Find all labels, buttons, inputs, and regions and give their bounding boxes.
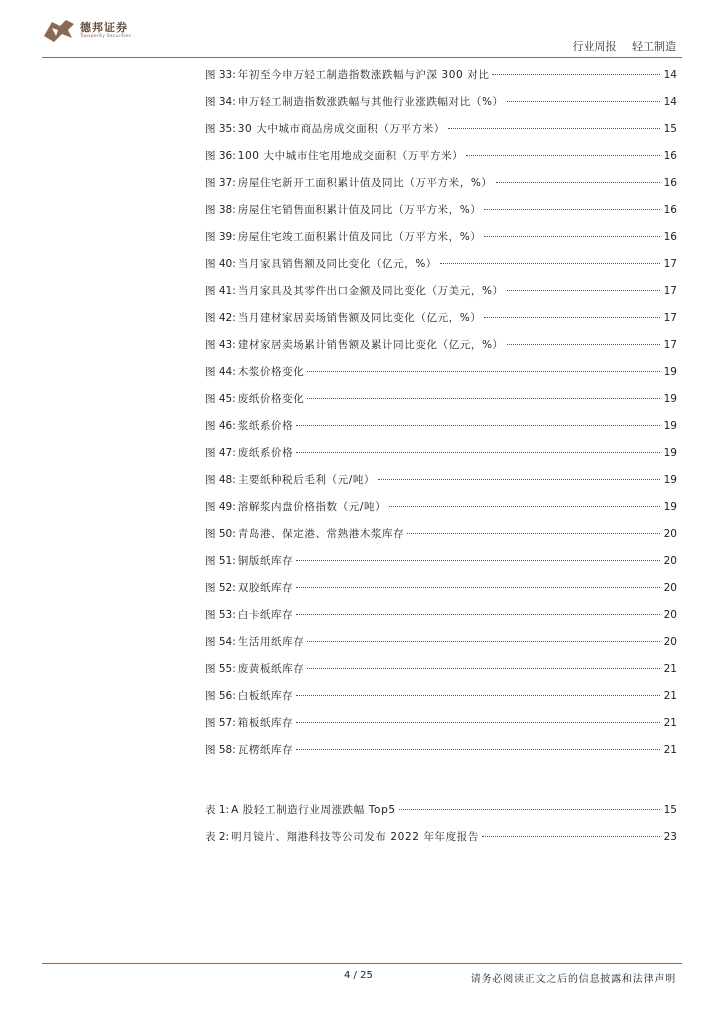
- disclaimer-note: 请务必阅读正文之后的信息披露和法律声明: [470, 974, 676, 985]
- toc-entry-page: 21: [663, 690, 677, 702]
- industry-name: 轻工制造: [632, 40, 676, 53]
- toc-leader-dots: [307, 641, 660, 642]
- toc-entry-label: [205, 500, 386, 514]
- toc-leader-dots: [466, 155, 660, 156]
- toc-entry-number: 图 46:: [205, 420, 236, 432]
- toc-entry-number: 图 57:: [205, 717, 236, 729]
- toc-entry-label: [205, 68, 489, 82]
- figure-toc-row[interactable]: [205, 446, 677, 473]
- toc-entry-number: 图 52:: [205, 582, 236, 594]
- toc-entry-label: [205, 473, 375, 487]
- toc-entry-label: [205, 311, 481, 325]
- toc-entry-page: 19: [663, 420, 677, 432]
- toc-entry-title: 浆纸系价格: [237, 420, 294, 432]
- toc-entry-title: 生活用纸库存: [237, 636, 305, 648]
- toc-leader-dots: [296, 452, 660, 453]
- toc-entry-number: 图 34:: [205, 96, 236, 108]
- toc-leader-dots: [296, 722, 660, 723]
- toc-entry-page: 19: [663, 474, 677, 486]
- toc-entry-page: 16: [663, 204, 677, 216]
- report-type: 行业周报: [572, 40, 617, 53]
- toc-entry-page: 19: [663, 447, 677, 459]
- toc-leader-dots: [507, 344, 660, 345]
- toc-leader-dots: [407, 533, 660, 534]
- toc-entry-number: 图 49:: [205, 501, 236, 513]
- toc-entry-title: 废纸价格变化: [237, 393, 305, 405]
- figure-toc-row[interactable]: [205, 392, 677, 419]
- toc-leader-dots: [484, 209, 660, 210]
- toc-entry-number: 图 35:: [205, 123, 236, 135]
- toc-entry-title: 房屋住宅销售面积累计值及同比（万平方米，%）: [237, 204, 482, 216]
- toc-entry-page: 20: [663, 582, 677, 594]
- toc-entry-number: 图 40:: [205, 258, 236, 270]
- toc-entry-number: 图 55:: [205, 663, 236, 675]
- toc-leader-dots: [507, 290, 660, 291]
- toc-entry-number: 图 36:: [205, 150, 236, 162]
- toc-entry-title: 白卡纸库存: [237, 609, 294, 621]
- toc-entry-page: 20: [663, 609, 677, 621]
- table-toc-row[interactable]: [205, 830, 677, 857]
- toc-entry-number: 图 54:: [205, 636, 236, 648]
- toc-entry-page: 17: [663, 285, 677, 297]
- toc-entry-number: 表 2:: [205, 831, 230, 843]
- figure-toc-row[interactable]: [205, 338, 677, 365]
- figure-toc-row[interactable]: [205, 176, 677, 203]
- toc-entry-number: 图 33:: [205, 69, 236, 81]
- brand-emblem-icon: [42, 16, 76, 44]
- toc-entry-number: 图 53:: [205, 609, 236, 621]
- toc-leader-dots: [296, 560, 660, 561]
- toc-entry-number: 图 51:: [205, 555, 236, 567]
- toc-entry-title: 木浆价格变化: [237, 366, 305, 378]
- toc-leader-dots: [389, 506, 660, 507]
- toc-entry-page: 15: [663, 804, 677, 816]
- page-header: [0, 0, 724, 62]
- toc-entry-page: 19: [663, 393, 677, 405]
- figure-toc-row[interactable]: [205, 365, 677, 392]
- toc-leader-dots: [492, 74, 660, 75]
- toc-leader-dots: [307, 371, 660, 372]
- toc-entry-label: [205, 635, 304, 649]
- toc-leader-dots: [307, 668, 660, 669]
- figure-toc-row[interactable]: [205, 122, 677, 149]
- toc-entry-label: [205, 230, 481, 244]
- toc-leader-dots: [399, 809, 660, 810]
- brand-name-en: Topsperity Securities: [80, 33, 131, 39]
- toc-entry-page: 17: [663, 339, 677, 351]
- figure-toc-row[interactable]: [205, 419, 677, 446]
- toc-entry-label: [205, 392, 304, 406]
- toc-entry-title: 双胶纸库存: [237, 582, 294, 594]
- toc-entry-label: [205, 203, 481, 217]
- toc-entry-page: 14: [663, 69, 677, 81]
- toc-entry-label: [205, 581, 293, 595]
- toc-entry-page: 16: [663, 177, 677, 189]
- figure-toc-row[interactable]: [205, 473, 677, 500]
- toc-entry-title: 年初至今申万轻工制造指数涨跌幅与沪深 300 对比: [237, 69, 490, 81]
- toc-entry-label: [205, 176, 493, 190]
- toc-entry-number: 图 38:: [205, 204, 236, 216]
- toc-entry-title: 当月家具及其零件出口金额及同比变化（万美元，%）: [237, 285, 504, 297]
- header-divider: [42, 57, 682, 58]
- toc-leader-dots: [296, 749, 660, 750]
- toc-entry-label: [205, 284, 504, 298]
- toc-leader-dots: [307, 398, 660, 399]
- toc-leader-dots: [448, 128, 660, 129]
- toc-entry-label: [205, 554, 293, 568]
- toc-entry-label: [205, 689, 293, 703]
- toc-entry-title: 箱板纸库存: [237, 717, 294, 729]
- toc-entry-title: 瓦楞纸库存: [237, 744, 294, 756]
- toc-entry-page: 20: [663, 555, 677, 567]
- toc-entry-number: 图 42:: [205, 312, 236, 324]
- table-list: [205, 803, 677, 857]
- footer-divider: [42, 963, 682, 964]
- figure-list: [205, 68, 677, 770]
- toc-entry-title: 当月家具销售额及同比变化（亿元，%）: [237, 258, 438, 270]
- toc-entry-title: A 股轻工制造行业周涨跌幅 Top5: [231, 804, 396, 816]
- toc-entry-label: [205, 338, 504, 352]
- figure-toc-row[interactable]: [205, 635, 677, 662]
- toc-entry-label: [205, 122, 445, 136]
- figure-toc-row[interactable]: [205, 68, 677, 95]
- toc-entry-number: 图 41:: [205, 285, 236, 297]
- toc-entry-title: 100 大中城市住宅用地成交面积（万平方米）: [237, 150, 464, 162]
- brand-name-cn: 德邦证券: [80, 20, 128, 34]
- toc-entry-title: 明月镜片、翔港科技等公司发布 2022 年年度报告: [231, 831, 479, 843]
- toc-leader-dots: [482, 836, 660, 837]
- toc-entry-label: [205, 662, 304, 676]
- toc-entry-title: 铜版纸库存: [237, 555, 294, 567]
- toc-entry-number: 表 1:: [205, 804, 230, 816]
- toc-entry-page: 21: [663, 717, 677, 729]
- toc-entry-label: [205, 716, 293, 730]
- figure-toc-row[interactable]: [205, 716, 677, 743]
- toc-entry-number: 图 45:: [205, 393, 236, 405]
- toc-leader-dots: [296, 695, 660, 696]
- brand-logo: [42, 16, 131, 44]
- toc-entry-label: [205, 149, 463, 163]
- toc-entry-title: 青岛港、保定港、常熟港木浆库存: [237, 528, 405, 540]
- toc-entry-page: 19: [663, 366, 677, 378]
- toc-entry-page: 21: [663, 744, 677, 756]
- figure-toc-row[interactable]: [205, 662, 677, 689]
- figure-toc-row[interactable]: [205, 527, 677, 554]
- toc-entry-number: 图 37:: [205, 177, 236, 189]
- toc-leader-dots: [440, 263, 660, 264]
- toc-entry-label: [205, 608, 293, 622]
- toc-leader-dots: [496, 182, 660, 183]
- figure-toc-row[interactable]: [205, 257, 677, 284]
- figure-toc-row[interactable]: [205, 500, 677, 527]
- toc-entry-page: 23: [663, 831, 677, 843]
- toc-entry-page: 16: [663, 231, 677, 243]
- toc-entry-title: 申万轻工制造指数涨跌幅与其他行业涨跌幅对比（%）: [237, 96, 504, 108]
- toc-entry-label: [205, 95, 504, 109]
- toc-leader-dots: [378, 479, 660, 480]
- page-indicator: 4 / 25: [344, 970, 373, 981]
- figure-toc-row[interactable]: [205, 284, 677, 311]
- toc-entry-label: [205, 743, 293, 757]
- figure-toc-row[interactable]: [205, 230, 677, 257]
- figure-toc-row[interactable]: [205, 311, 677, 338]
- toc-entry-title: 溶解浆内盘价格指数（元/吨）: [237, 501, 387, 513]
- toc-entry-label: [205, 257, 437, 271]
- figure-toc-row[interactable]: [205, 203, 677, 230]
- table-toc-row[interactable]: [205, 803, 677, 830]
- toc-entry-page: 17: [663, 312, 677, 324]
- figure-toc-row[interactable]: [205, 554, 677, 581]
- toc-entry-page: 17: [663, 258, 677, 270]
- toc-leader-dots: [484, 317, 660, 318]
- toc-entry-label: [205, 419, 293, 433]
- toc-entry-page: 21: [663, 663, 677, 675]
- figure-toc-row[interactable]: [205, 689, 677, 716]
- figure-toc-row[interactable]: [205, 581, 677, 608]
- toc-entry-number: 图 58:: [205, 744, 236, 756]
- figure-toc-row[interactable]: [205, 149, 677, 176]
- toc-entry-page: 14: [663, 96, 677, 108]
- toc-leader-dots: [296, 614, 660, 615]
- toc-entry-title: 主要纸种税后毛利（元/吨）: [237, 474, 376, 486]
- toc-entry-page: 16: [663, 150, 677, 162]
- toc-entry-title: 30 大中城市商品房成交面积（万平方米）: [237, 123, 445, 135]
- header-tags: [573, 38, 677, 54]
- toc-entry-number: 图 47:: [205, 447, 236, 459]
- toc-leader-dots: [507, 101, 660, 102]
- toc-entry-page: 15: [663, 123, 677, 135]
- figure-toc-row[interactable]: [205, 608, 677, 635]
- toc-entry-page: 20: [663, 636, 677, 648]
- figure-toc-row[interactable]: [205, 743, 677, 770]
- toc-entry-label: [205, 365, 304, 379]
- toc-entry-label: [205, 830, 479, 844]
- toc-entry-title: 废黄板纸库存: [237, 663, 305, 675]
- toc-entry-title: 白板纸库存: [237, 690, 294, 702]
- toc-entry-page: 20: [663, 528, 677, 540]
- toc-entry-label: [205, 446, 293, 460]
- figure-toc-row[interactable]: [205, 95, 677, 122]
- toc-entry-number: 图 43:: [205, 339, 236, 351]
- toc-entry-label: [205, 527, 404, 541]
- toc-entry-title: 废纸系价格: [237, 447, 294, 459]
- toc-entry-number: 图 48:: [205, 474, 236, 486]
- toc-entry-title: 当月建材家居卖场销售额及同比变化（亿元，%）: [237, 312, 482, 324]
- toc-entry-number: 图 44:: [205, 366, 236, 378]
- toc-leader-dots: [484, 236, 660, 237]
- toc-entry-page: 19: [663, 501, 677, 513]
- toc-entry-number: 图 56:: [205, 690, 236, 702]
- toc-entry-title: 房屋住宅竣工面积累计值及同比（万平方米，%）: [237, 231, 482, 243]
- toc-entry-number: 图 50:: [205, 528, 236, 540]
- toc-entry-title: 房屋住宅新开工面积累计值及同比（万平方米，%）: [237, 177, 493, 189]
- toc-entry-title: 建材家居卖场累计销售额及累计同比变化（亿元，%）: [237, 339, 504, 351]
- toc-entry-label: [205, 803, 396, 817]
- toc-entry-number: 图 39:: [205, 231, 236, 243]
- toc-leader-dots: [296, 587, 660, 588]
- toc-leader-dots: [296, 425, 660, 426]
